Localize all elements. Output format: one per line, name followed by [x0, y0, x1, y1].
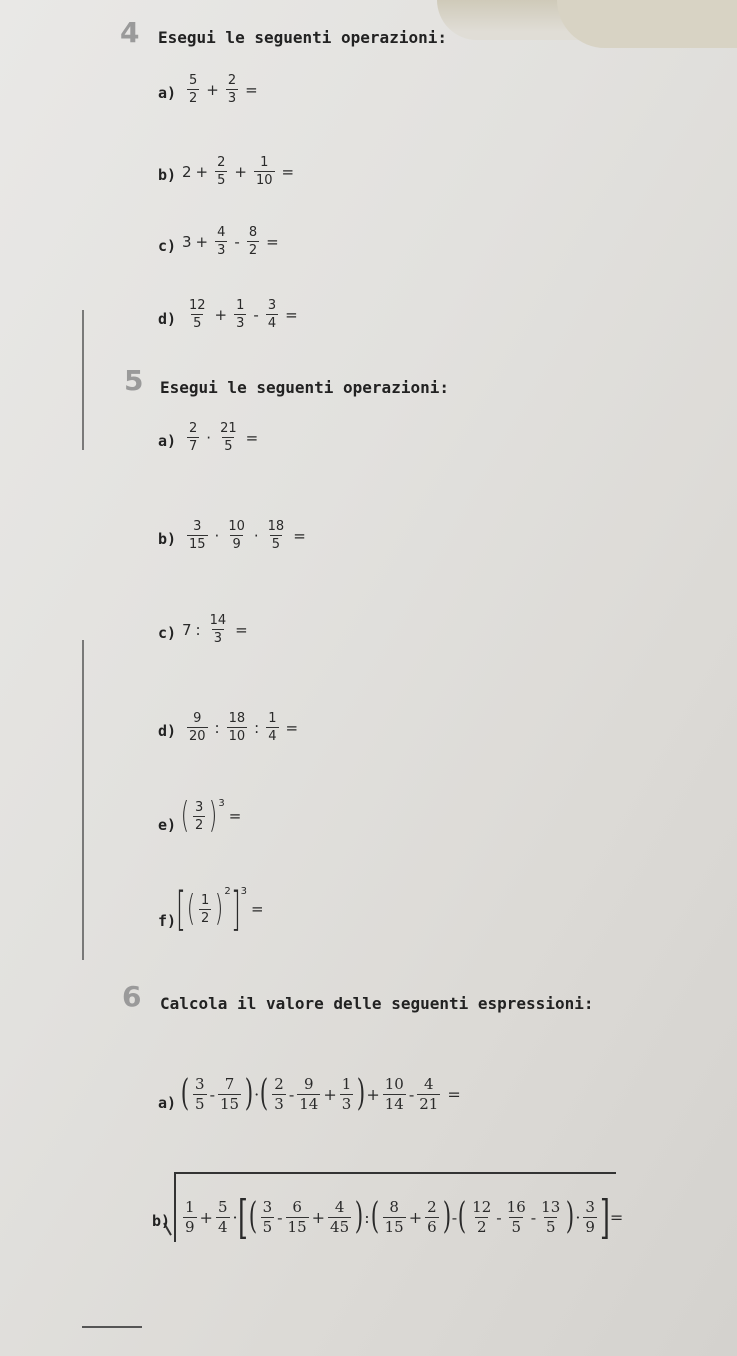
- expression: [ ( 1 2 ) 2 ] 3 =: [176, 882, 264, 936]
- background-corner-shade: [557, 0, 737, 48]
- fraction: $\frac{1}{4}$: [268, 711, 277, 744]
- fraction: 1 2: [201, 892, 210, 926]
- margin-line: [82, 310, 84, 450]
- fraction: 10 9: [228, 519, 245, 552]
- fraction: 3 2: [195, 799, 204, 833]
- item-label: a): [158, 84, 177, 102]
- fraction: $\frac{5}{4}$: [217, 1197, 228, 1236]
- expression: 5 2 + $\frac{2}{3}$ =: [189, 73, 258, 106]
- fraction: 13 5: [541, 1197, 561, 1236]
- margin-line: [82, 640, 84, 960]
- fraction: 16 5: [506, 1197, 526, 1236]
- expression: 3 15 · 10 9 · $\frac{18}{5}$ =: [189, 519, 306, 552]
- item-label: d): [158, 310, 177, 328]
- exercise-number: 5: [124, 364, 144, 397]
- fraction: $\frac{1}{10}$: [255, 155, 273, 188]
- radical-bar: [176, 1172, 616, 1174]
- fraction: $\frac{1}{3}$: [341, 1074, 352, 1113]
- fraction: $\frac{3}{4}$: [267, 298, 277, 331]
- fraction: 8 15: [384, 1197, 404, 1236]
- fraction: $\frac{10}{14}$: [384, 1074, 404, 1113]
- fraction: 7 15: [220, 1074, 240, 1113]
- item-label: e): [158, 816, 177, 834]
- fraction: 2 3: [274, 1074, 284, 1113]
- item-label: f): [158, 912, 177, 930]
- fraction: $\frac{14}{3}$: [209, 613, 227, 646]
- fraction: 5 2: [189, 73, 198, 106]
- expression: 3 + $\frac{4}{3}$ - $\frac{8}{2}$ =: [182, 225, 279, 258]
- fraction: 12 2: [472, 1197, 492, 1236]
- expression: 9 20 : 18 10 : $\frac{1}{4}$ =: [189, 711, 299, 744]
- fraction: $\frac{4}{45}$: [330, 1197, 350, 1236]
- exercise-heading: Calcola il valore delle seguenti espressioni:: [160, 994, 594, 1013]
- item-label: d): [158, 722, 177, 740]
- item-label: b): [158, 530, 177, 548]
- exponent: 3: [240, 886, 248, 897]
- fraction: 9 20: [189, 711, 206, 744]
- fraction: 6 15: [287, 1197, 307, 1236]
- exponent: 2: [224, 886, 231, 897]
- expression: ( 3 2 ) 3 =: [180, 795, 242, 836]
- fraction: $\frac{2}{6}$: [427, 1197, 437, 1236]
- margin-line: [82, 1326, 142, 1328]
- exercise-heading: Esegui le seguenti operazioni:: [160, 378, 449, 397]
- item-label: a): [158, 1094, 177, 1112]
- fraction: 3 5: [195, 1074, 205, 1113]
- fraction: $\frac{4}{3}$: [217, 225, 226, 258]
- fraction: 3 5: [262, 1197, 273, 1236]
- expression: 2 + $\frac{2}{5}$ + $\frac{1}{10}$ =: [182, 155, 295, 188]
- fraction: $\frac{1}{3}$: [236, 298, 245, 331]
- fraction: 2 7: [189, 421, 198, 454]
- exercise-number: 6: [122, 980, 142, 1013]
- item-label: c): [158, 237, 177, 255]
- fraction: $\frac{2}{3}$: [227, 73, 237, 106]
- fraction: 3 9: [585, 1197, 595, 1236]
- radical-stem: [174, 1172, 176, 1242]
- item-label: b): [152, 1212, 171, 1230]
- expression: 12 5 + $\frac{1}{3}$ - $\frac{3}{4}$ =: [189, 298, 298, 331]
- exercise-heading: Esegui le seguenti operazioni:: [158, 28, 447, 47]
- fraction: 18 10: [228, 711, 246, 744]
- fraction: $\frac{21}{5}$: [220, 421, 237, 454]
- item-label: c): [158, 624, 177, 642]
- fraction: 1 9: [185, 1197, 195, 1236]
- expression: 1 9 + $\frac{5}{4}$ · [ ( 3 5 - 6 15 + $\frac{4}{45}$ ) : ( 8 15 + $\frac{2}{6}$ ) - ( 12 2 - 16 5 - 13 5 ) · 3 9 ] =: [185, 1190, 624, 1244]
- exponent: 3: [218, 798, 225, 809]
- expression: 2 7 · $\frac{21}{5}$ =: [189, 421, 259, 454]
- expression: 7 : $\frac{14}{3}$ =: [182, 613, 248, 646]
- item-label: a): [158, 432, 177, 450]
- fraction: $\frac{18}{5}$: [267, 519, 285, 552]
- fraction: 3 15: [189, 519, 206, 552]
- fraction: 12 5: [189, 298, 206, 331]
- fraction: 9 14: [299, 1074, 319, 1113]
- fraction: $\frac{8}{2}$: [248, 225, 258, 258]
- fraction: $\frac{4}{21}$: [419, 1074, 439, 1113]
- expression: ( 3 5 - 7 15 ) · ( 2 3 - 9 14 + $\frac{1}{3}$ ) + $\frac{10}{14}$ - $\frac{4}{21}$ =: [180, 1073, 461, 1114]
- item-label: b): [158, 166, 177, 184]
- fraction: $\frac{2}{5}$: [217, 155, 226, 188]
- exercise-number: 4: [120, 16, 140, 49]
